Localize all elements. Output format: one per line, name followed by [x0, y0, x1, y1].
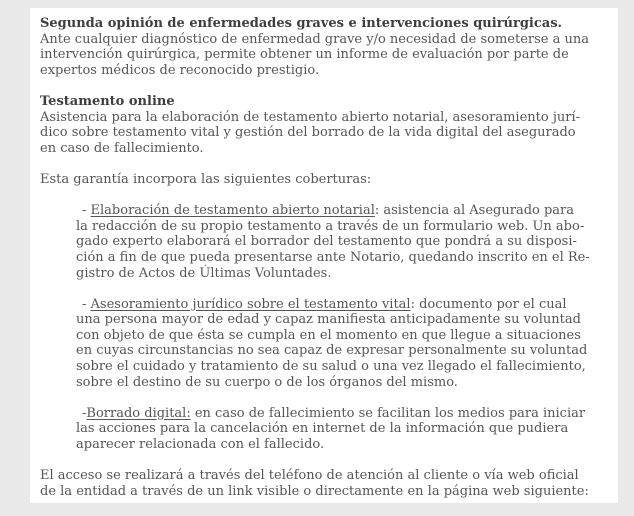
- coverage-text: : documento por el cual: [410, 296, 567, 312]
- coverage-title-link: Elaboración de testamento abierto notarial: [90, 203, 375, 219]
- closing-paragraph: [40, 468, 608, 499]
- body-line: Asistencia para la elaboración de testamento abierto notarial, asesoramiento jurí-: [40, 109, 581, 125]
- body-line: Ante cualquier diagnóstico de enfermedad grave y/o necesidad de someterse a una: [40, 31, 589, 47]
- body-line: en caso de fallecimiento.: [40, 140, 204, 156]
- body-line: Esta garantía incorpora las siguientes coberturas:: [40, 171, 372, 187]
- body-line: las acciones para la cancelación en internet de la información que pudiera: [76, 421, 569, 437]
- section-segunda-opinion: [40, 16, 608, 78]
- body-line: El acceso se realizará a través del teléfono de atención al cliente o vía web oficial: [40, 468, 579, 484]
- coverage-text: en caso de fallecimiento se facilitan los medios para iniciar: [190, 405, 586, 421]
- section-title: Testamento online: [40, 93, 175, 109]
- body-line: dico sobre testamento vital y gestión del borrado de la vida digital del asegurado: [40, 125, 576, 141]
- list-dash: -: [82, 405, 87, 421]
- coverage-first-line: [40, 203, 608, 219]
- coverage-borrado-digital: [40, 406, 608, 453]
- body-line: sobre el cuidado y tratamiento de su salud o una vez llegado el fallecimiento,: [76, 359, 586, 375]
- coverage-text: : asistencia al Asegurado para: [374, 203, 575, 219]
- body-line: con objeto de que ésta se cumpla en el momento en que llegue a situaciones: [76, 327, 581, 343]
- body-line: intervención quirúrgica, permite obtener un informe de evaluación por parte de: [40, 47, 569, 63]
- coverage-title-link: Asesoramiento jurídico sobre el testamento vital: [90, 296, 411, 312]
- coverage-first-line: [40, 406, 608, 422]
- body-line: de la entidad a través de un link visible o directamente en la página web siguiente:: [40, 483, 589, 499]
- list-dash: -: [82, 296, 91, 312]
- body-line: en cuyas circunstancias no sea capaz de expresar personalmente su voluntad: [76, 343, 588, 359]
- body-line: la redacción de su propio testamento a través de un formulario web. Un abo-: [76, 218, 585, 234]
- coverages-intro: [40, 172, 608, 188]
- document-page: [30, 8, 618, 503]
- coverage-testamento-notarial: [40, 203, 608, 281]
- section-title: Segunda opinión de enfermedades graves e intervenciones quirúrgicas.: [40, 16, 563, 31]
- body-line: expertos médicos de reconocido prestigio.: [40, 62, 320, 78]
- body-line: una persona mayor de edad y capaz manifiesta anticipadamente su voluntad: [76, 312, 581, 328]
- body-line: sobre el destino de su cuerpo o de los órganos del mismo.: [76, 374, 458, 390]
- body-line: gistro de Actos de Últimas Voluntades.: [76, 265, 332, 281]
- section-testamento-online: [40, 94, 608, 156]
- body-line: aparecer relacionada con el fallecido.: [76, 437, 325, 453]
- coverage-title-link: Borrado digital:: [86, 405, 191, 421]
- body-line: gado experto elaborará el borrador del testamento que pondrá a su disposi-: [76, 234, 577, 250]
- coverage-first-line: [40, 297, 608, 313]
- list-dash: -: [82, 203, 91, 219]
- body-line: ción a fin de que pueda presentarse ante Notario, quedando inscrito en el Re-: [76, 249, 590, 265]
- coverage-testamento-vital: [40, 297, 608, 391]
